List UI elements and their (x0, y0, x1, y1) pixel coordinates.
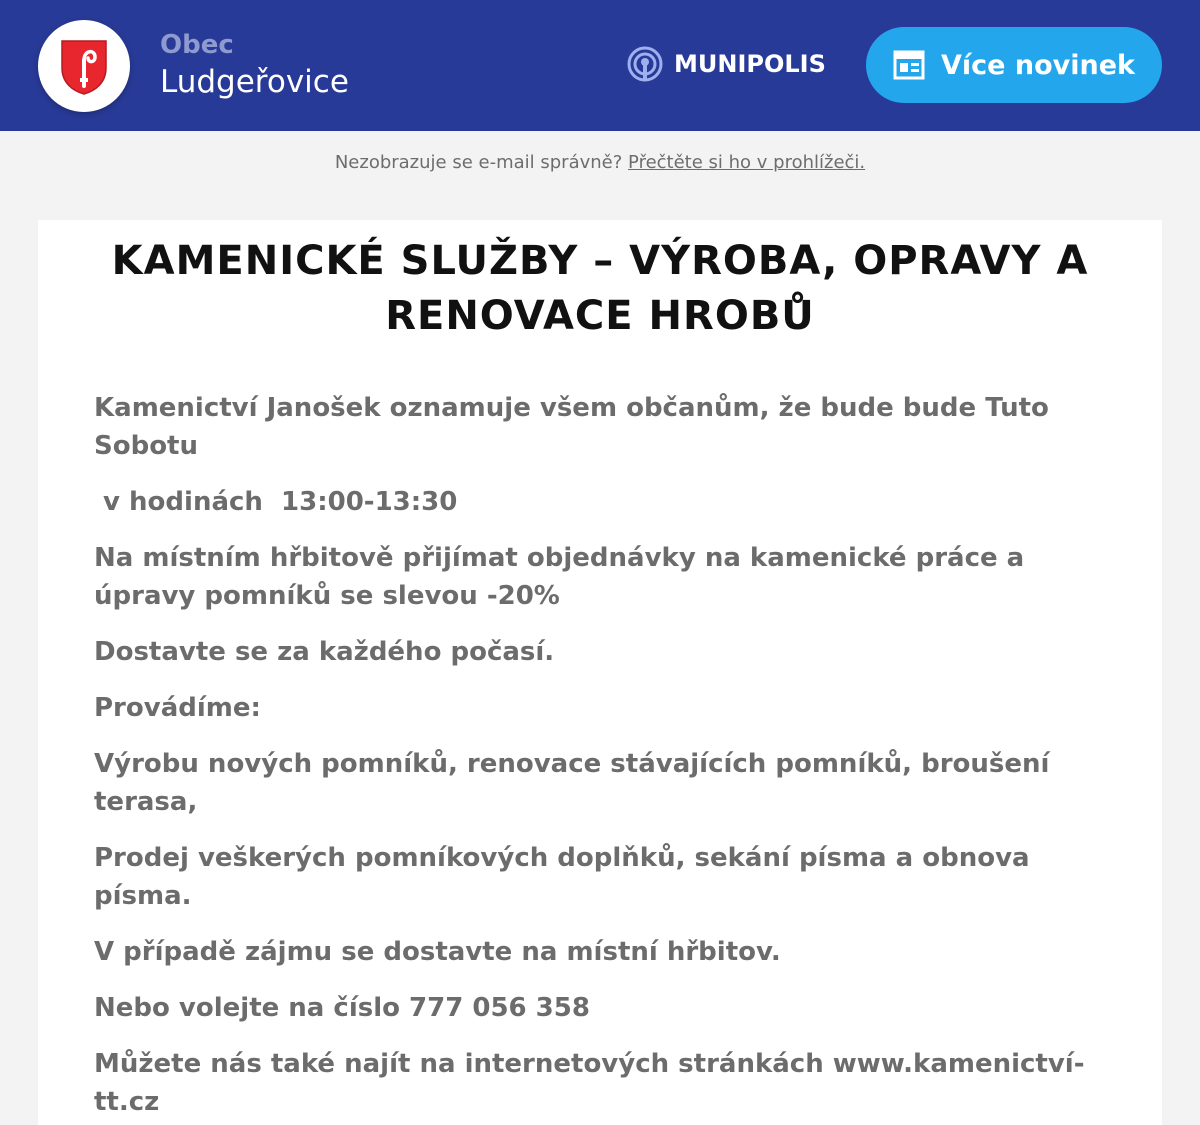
more-news-label: Více novinek (941, 49, 1135, 81)
view-in-browser-link[interactable]: Přečtěte si ho v prohlížeči. (628, 152, 866, 173)
article-paragraph: Provádíme: (94, 693, 261, 723)
provider-name: MUNIPOLIS (674, 50, 826, 78)
article-paragraph: Prodej veškerých pomníkových doplňků, sekání písma a obnova písma. (94, 843, 1030, 911)
article-card (38, 220, 1162, 1125)
article-paragraph: Na místním hřbitově přijímat objednávky na kamenické práce a úpravy pomníků se slevou -20% (94, 543, 1025, 611)
broadcast-icon (626, 45, 664, 83)
preheader-text: Nezobrazuje se e-mail správně? (334, 152, 623, 173)
more-news-button[interactable] (866, 27, 1162, 103)
town-crest-icon (59, 38, 109, 96)
town-name: Ludgeřovice (160, 64, 349, 100)
town-prefix: Obec (160, 30, 234, 60)
article-paragraph: v hodinách 13:00-13:30 (94, 487, 458, 517)
article-paragraph: Výrobu nových pomníků, renovace stávajících pomníků, broušení terasa, (94, 749, 1050, 817)
newspaper-icon (893, 50, 925, 80)
article-title: KAMENICKÉ SLUŽBY – VÝROBA, OPRAVY A RENOVACE HROBŮ (111, 238, 1089, 339)
town-logo[interactable] (38, 20, 130, 112)
article-paragraph: Dostavte se za každého počasí. (94, 637, 555, 667)
article-paragraph: V případě zájmu se dostavte na místní hřbitov. (94, 937, 781, 967)
article-paragraph: Nebo volejte na číslo 777 056 358 (94, 993, 590, 1023)
munipolis-logo[interactable] (626, 44, 826, 84)
article-paragraph: Můžete nás také najít na internetových stránkách www.kamenictví-tt.cz (94, 1049, 1085, 1117)
newsletter-header (0, 0, 1200, 131)
preheader (0, 152, 1200, 173)
article-paragraph: Kamenictví Janošek oznamuje všem občanům, že bude bude Tuto Sobotu (94, 393, 1049, 461)
